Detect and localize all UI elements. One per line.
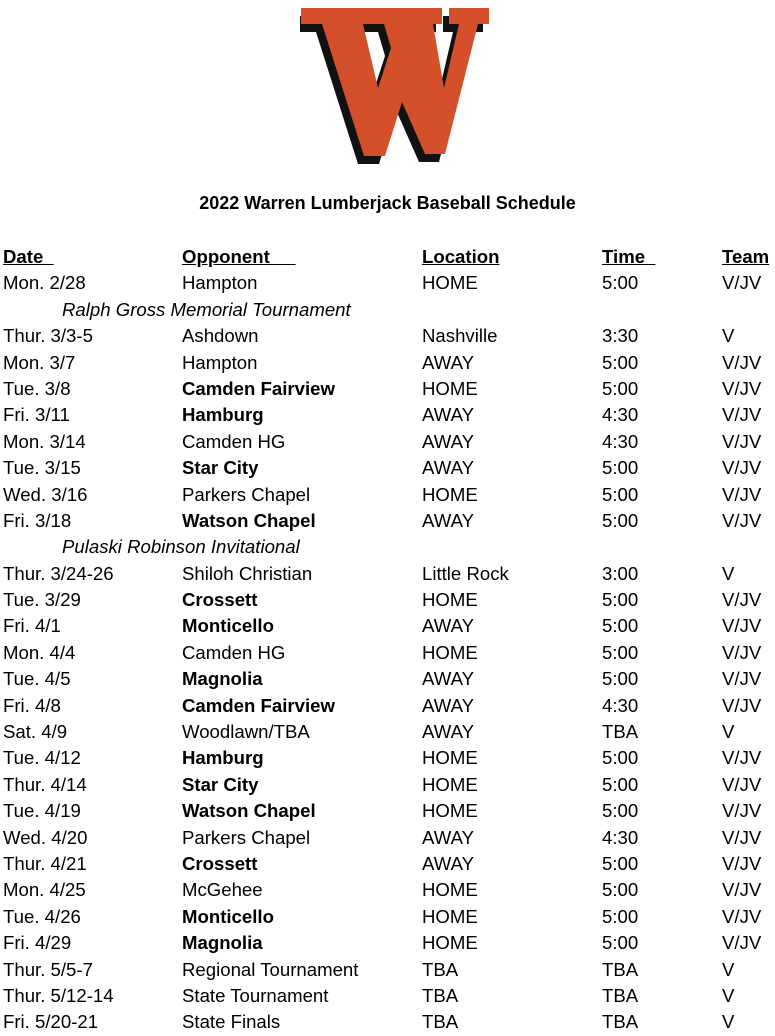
- game-time: 5:00: [602, 377, 639, 399]
- game-time: 5:00: [602, 457, 639, 479]
- game-opponent: Camden HG: [182, 430, 286, 452]
- game-date: Tue. 4/26: [3, 905, 81, 927]
- schedule-table: [3, 244, 775, 1036]
- game-location: AWAY: [422, 351, 474, 373]
- game-team: V/JV: [722, 351, 762, 373]
- game-time: 5:00: [602, 879, 639, 901]
- game-time: 5:00: [602, 852, 639, 874]
- game-opponent: Shiloh Christian: [182, 562, 313, 584]
- game-date: Fri. 4/29: [3, 932, 72, 954]
- game-team: V/JV: [722, 773, 762, 795]
- game-location: AWAY: [422, 509, 474, 531]
- game-time: 5:00: [602, 905, 639, 927]
- game-date: Mon. 3/14: [3, 430, 86, 452]
- game-time: 4:30: [602, 826, 639, 848]
- game-time: 4:30: [602, 404, 639, 426]
- game-opponent: State Tournament: [182, 984, 329, 1006]
- game-location: AWAY: [422, 668, 474, 690]
- game-location: AWAY: [422, 430, 474, 452]
- game-date: Wed. 3/16: [3, 483, 88, 505]
- game-location: HOME: [422, 800, 478, 822]
- game-time: TBA: [602, 1011, 639, 1033]
- game-date: Fri. 4/1: [3, 615, 61, 637]
- table-row: [3, 455, 775, 481]
- game-team: V/JV: [722, 615, 762, 637]
- header-date: Date: [3, 246, 54, 267]
- game-time: TBA: [602, 984, 639, 1006]
- game-location: TBA: [422, 958, 459, 980]
- game-time: TBA: [602, 721, 639, 743]
- game-time: 5:00: [602, 747, 639, 769]
- game-time: 5:00: [602, 509, 639, 531]
- game-opponent: Camden Fairview: [182, 377, 335, 399]
- game-time: TBA: [602, 958, 639, 980]
- game-opponent: Hamburg: [182, 747, 264, 769]
- game-date: Mon. 2/28: [3, 272, 86, 294]
- game-team: V/JV: [722, 483, 762, 505]
- game-opponent: Camden HG: [182, 641, 286, 663]
- game-team: V/JV: [722, 589, 762, 611]
- table-row: [3, 270, 775, 296]
- game-opponent: Hamburg: [182, 404, 264, 426]
- game-team: V/JV: [722, 747, 762, 769]
- game-opponent: Crossett: [182, 589, 258, 611]
- game-date: Fri. 5/20-21: [3, 1011, 99, 1033]
- tournament-row: [3, 534, 775, 560]
- game-time: 4:30: [602, 694, 639, 716]
- header-opponent: Opponent: [182, 246, 296, 267]
- table-row: [3, 323, 775, 349]
- game-location: AWAY: [422, 457, 474, 479]
- table-row: [3, 561, 775, 587]
- table-row: [3, 798, 775, 824]
- table-row: [3, 957, 775, 983]
- game-time: 5:00: [602, 483, 639, 505]
- header-team: Team: [722, 246, 770, 267]
- game-date: Tue. 4/5: [3, 668, 71, 690]
- game-team: V/JV: [722, 800, 762, 822]
- game-team: V/JV: [722, 905, 762, 927]
- table-row: [3, 904, 775, 930]
- game-location: HOME: [422, 905, 478, 927]
- game-location: TBA: [422, 1011, 459, 1033]
- game-team: V/JV: [722, 879, 762, 901]
- tournament-name: Ralph Gross Memorial Tournament: [62, 298, 351, 320]
- table-header-row: [3, 244, 775, 270]
- game-date: Fri. 3/11: [3, 404, 70, 426]
- game-location: HOME: [422, 747, 478, 769]
- table-row: [3, 482, 775, 508]
- game-opponent: Watson Chapel: [182, 509, 316, 531]
- game-time: 5:00: [602, 589, 639, 611]
- game-team: V: [722, 562, 735, 584]
- game-time: 3:30: [602, 325, 639, 347]
- table-row: [3, 640, 775, 666]
- game-location: HOME: [422, 641, 478, 663]
- tournament-row: [3, 297, 775, 323]
- game-date: Tue. 3/8: [3, 377, 71, 399]
- game-date: Tue. 3/15: [3, 457, 81, 479]
- warren-w-logo: [300, 4, 490, 180]
- game-opponent: Star City: [182, 457, 259, 479]
- game-opponent: Hampton: [182, 272, 258, 294]
- header-location: Location: [422, 246, 500, 267]
- game-date: Thur. 5/12-14: [3, 984, 114, 1006]
- game-date: Thur. 4/14: [3, 773, 87, 795]
- game-team: V/JV: [722, 826, 762, 848]
- game-time: 5:00: [602, 668, 639, 690]
- game-team: V: [722, 1011, 735, 1033]
- game-opponent: Ashdown: [182, 325, 259, 347]
- game-location: HOME: [422, 272, 478, 294]
- table-row: [3, 508, 775, 534]
- game-date: Fri. 3/18: [3, 509, 72, 531]
- game-team: V: [722, 721, 735, 743]
- game-date: Sat. 4/9: [3, 721, 68, 743]
- game-opponent: McGehee: [182, 879, 263, 901]
- table-row: [3, 851, 775, 877]
- game-location: HOME: [422, 773, 478, 795]
- table-row: [3, 376, 775, 402]
- game-location: AWAY: [422, 826, 474, 848]
- game-date: Thur. 5/5-7: [3, 958, 93, 980]
- game-location: Nashville: [422, 325, 498, 347]
- game-team: V/JV: [722, 852, 762, 874]
- game-date: Tue. 4/12: [3, 747, 81, 769]
- table-row: [3, 745, 775, 771]
- game-team: V/JV: [722, 932, 762, 954]
- w-logo-fill: [301, 8, 489, 156]
- table-row: [3, 587, 775, 613]
- game-location: Little Rock: [422, 562, 509, 584]
- game-opponent: Regional Tournament: [182, 958, 359, 980]
- table-row: [3, 983, 775, 1009]
- game-date: Thur. 3/24-26: [3, 562, 114, 584]
- tournament-name: Pulaski Robinson Invitational: [62, 536, 300, 558]
- game-location: HOME: [422, 377, 478, 399]
- game-opponent: Monticello: [182, 905, 274, 927]
- game-time: 5:00: [602, 272, 639, 294]
- w-logo-icon: [300, 4, 490, 180]
- game-date: Tue. 3/29: [3, 589, 81, 611]
- game-location: AWAY: [422, 852, 474, 874]
- game-team: V: [722, 958, 735, 980]
- game-opponent: Crossett: [182, 852, 258, 874]
- table-row: [3, 402, 775, 428]
- game-team: V/JV: [722, 272, 762, 294]
- table-row: [3, 613, 775, 639]
- game-opponent: Watson Chapel: [182, 800, 316, 822]
- game-location: AWAY: [422, 615, 474, 637]
- game-location: AWAY: [422, 721, 474, 743]
- game-team: V/JV: [722, 430, 762, 452]
- game-location: AWAY: [422, 694, 474, 716]
- game-location: HOME: [422, 483, 478, 505]
- table-row: [3, 429, 775, 455]
- page-title: 2022 Warren Lumberjack Baseball Schedule: [199, 193, 576, 213]
- game-time: 5:00: [602, 773, 639, 795]
- game-date: Mon. 4/25: [3, 879, 86, 901]
- game-opponent: Woodlawn/TBA: [182, 721, 310, 743]
- table-row: [3, 666, 775, 692]
- game-opponent: Monticello: [182, 615, 274, 637]
- table-row: [3, 877, 775, 903]
- game-time: 3:00: [602, 562, 639, 584]
- table-row: [3, 693, 775, 719]
- game-location: HOME: [422, 932, 478, 954]
- game-opponent: Hampton: [182, 351, 258, 373]
- game-opponent: Star City: [182, 773, 259, 795]
- game-time: 5:00: [602, 641, 639, 663]
- header-time: Time: [602, 246, 656, 267]
- game-date: Mon. 4/4: [3, 641, 76, 663]
- game-team: V: [722, 984, 735, 1006]
- table-row: [3, 1009, 775, 1035]
- table-row: [3, 772, 775, 798]
- game-opponent: Camden Fairview: [182, 694, 335, 716]
- game-location: TBA: [422, 984, 459, 1006]
- game-opponent: State Finals: [182, 1011, 281, 1033]
- game-location: HOME: [422, 879, 478, 901]
- game-date: Fri. 4/8: [3, 694, 61, 716]
- game-date: Wed. 4/20: [3, 826, 88, 848]
- game-time: 5:00: [602, 615, 639, 637]
- game-time: 5:00: [602, 800, 639, 822]
- game-time: 5:00: [602, 932, 639, 954]
- game-opponent: Parkers Chapel: [182, 826, 311, 848]
- game-team: V/JV: [722, 377, 762, 399]
- game-location: HOME: [422, 589, 478, 611]
- game-opponent: Magnolia: [182, 668, 263, 690]
- game-date: Thur. 4/21: [3, 852, 87, 874]
- table-row: [3, 350, 775, 376]
- game-time: 4:30: [602, 430, 639, 452]
- game-team: V/JV: [722, 668, 762, 690]
- game-team: V/JV: [722, 641, 762, 663]
- game-location: AWAY: [422, 404, 474, 426]
- game-time: 5:00: [602, 351, 639, 373]
- game-opponent: Parkers Chapel: [182, 483, 311, 505]
- game-date: Tue. 4/19: [3, 800, 81, 822]
- game-date: Mon. 3/7: [3, 351, 76, 373]
- game-team: V/JV: [722, 694, 762, 716]
- table-row: [3, 825, 775, 851]
- game-team: V/JV: [722, 509, 762, 531]
- game-team: V/JV: [722, 457, 762, 479]
- game-opponent: Magnolia: [182, 932, 263, 954]
- game-date: Thur. 3/3-5: [3, 325, 93, 347]
- table-row: [3, 719, 775, 745]
- table-row: [3, 930, 775, 956]
- game-team: V: [722, 325, 735, 347]
- game-team: V/JV: [722, 404, 762, 426]
